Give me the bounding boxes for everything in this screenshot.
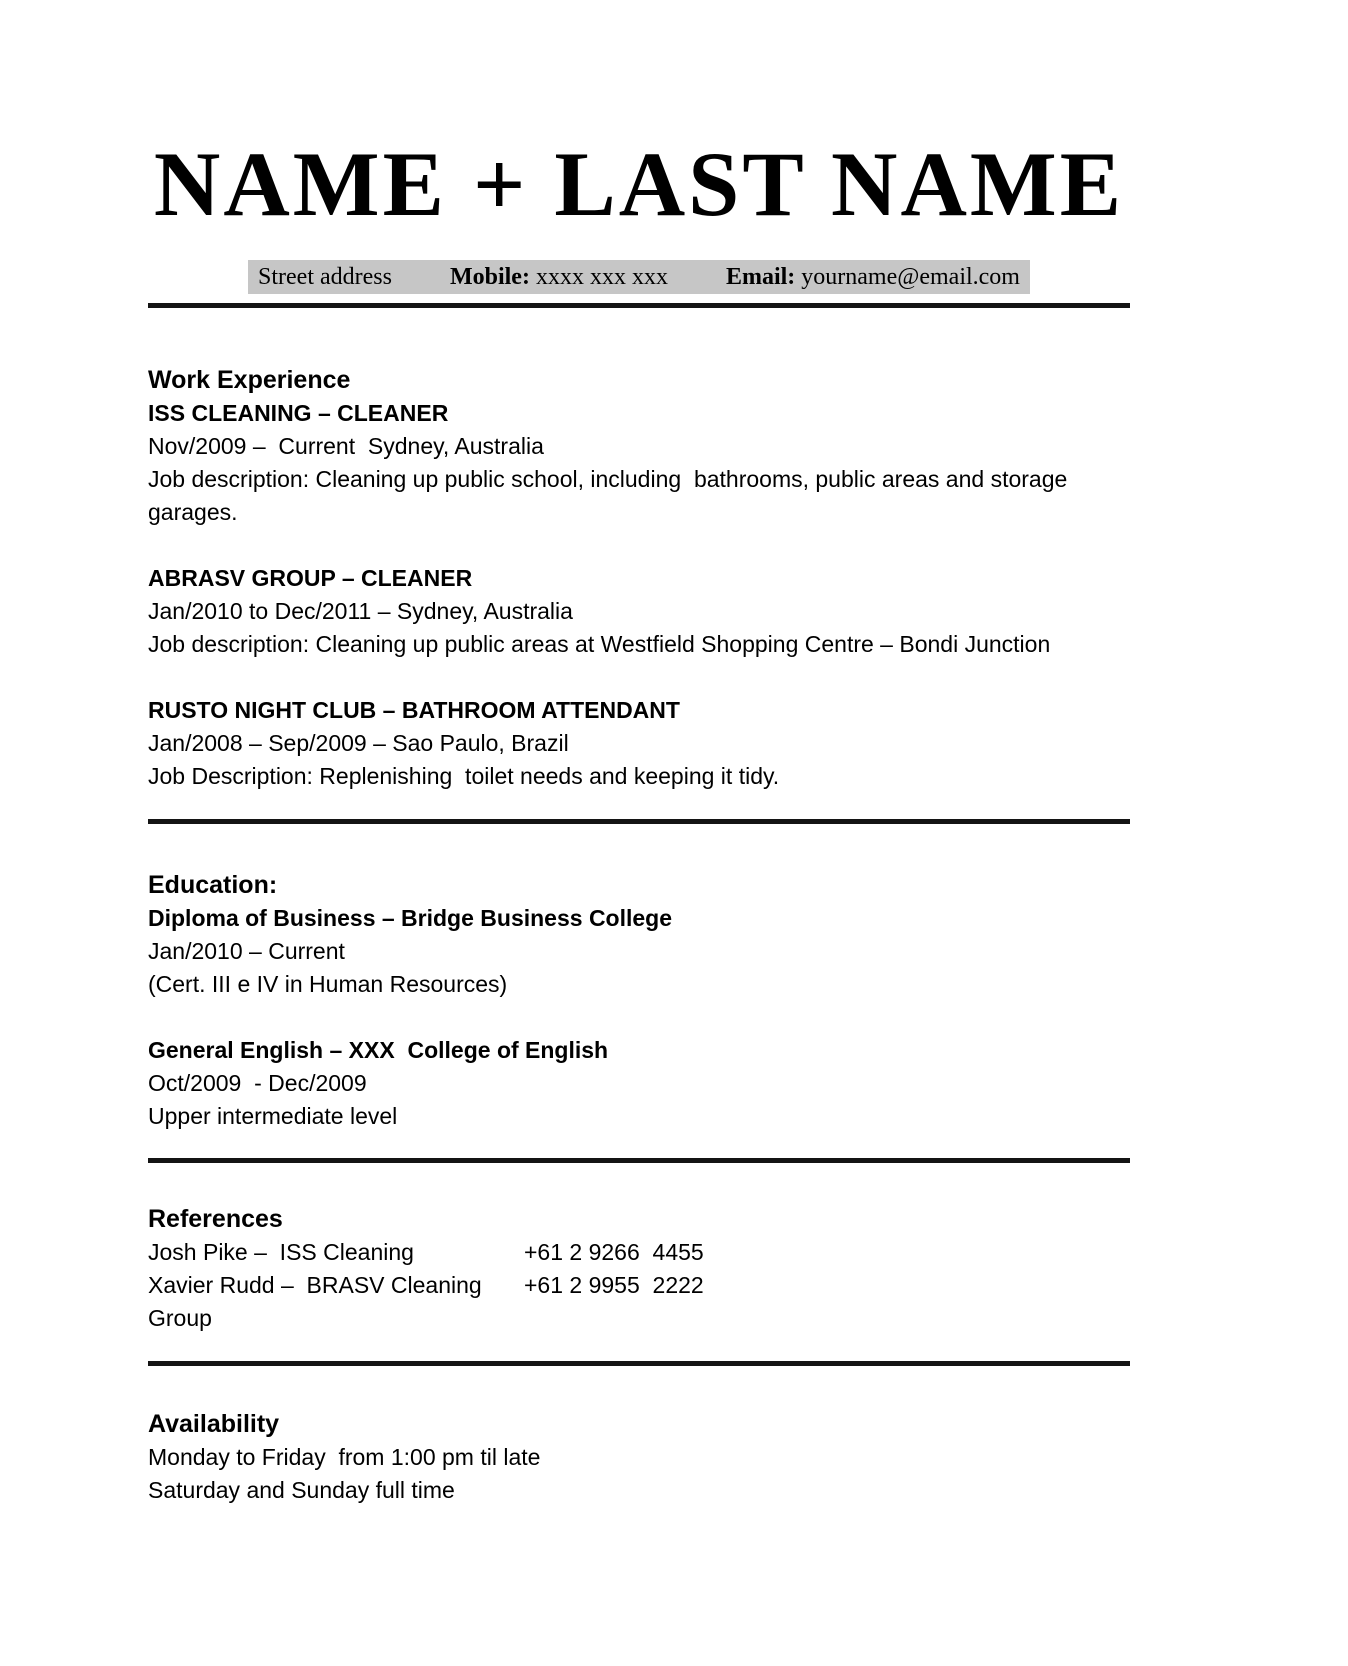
availability-line: Monday to Friday from 1:00 pm til late xyxy=(148,1444,541,1470)
education-entry xyxy=(148,902,1130,1001)
job-description: Job Description: Replenishing toilet needs and keeping it tidy. xyxy=(148,763,780,789)
reference-name: Josh Pike – ISS Cleaning xyxy=(148,1239,414,1265)
contact-row xyxy=(148,260,1130,294)
header-divider xyxy=(148,303,1130,308)
job-title: RUSTO NIGHT CLUB – BATHROOM ATTENDANT xyxy=(148,697,680,723)
job-entry xyxy=(148,562,1130,661)
education-dates: Oct/2009 - Dec/2009 xyxy=(148,1070,367,1096)
reference-phone: +61 2 9955 2222 xyxy=(524,1272,704,1298)
references-heading: References xyxy=(148,1205,283,1233)
education-note: Upper intermediate level xyxy=(148,1103,398,1129)
education-heading: Education: xyxy=(148,871,278,899)
section-divider xyxy=(148,1361,1130,1366)
work-experience-heading: Work Experience xyxy=(148,366,351,394)
section-divider xyxy=(148,1158,1130,1163)
contact-email-label: Email: xyxy=(725,264,796,290)
job-dates: Jan/2010 to Dec/2011 – Sydney, Australia xyxy=(148,598,573,624)
contact-email-value: yourname@email.com xyxy=(795,264,1020,290)
education-dates: Jan/2010 – Current xyxy=(148,938,345,964)
job-dates: Jan/2008 – Sep/2009 – Sao Paulo, Brazil xyxy=(148,730,569,756)
education-entry xyxy=(148,1034,1130,1133)
reference-name: Xavier Rudd – BRASV Cleaning Group xyxy=(148,1272,495,1331)
job-dates: Nov/2009 – Current Sydney, Australia xyxy=(148,433,544,459)
job-description: Job description: Cleaning up public areas at Westfield Shopping Centre – Bondi Junction xyxy=(148,631,1051,657)
availability-section xyxy=(148,1408,1130,1507)
section-divider xyxy=(148,819,1130,824)
education-note: (Cert. III e IV in Human Resources) xyxy=(148,971,508,997)
job-description: Job description: Cleaning up public school, including bathrooms, public areas and storage garages. xyxy=(148,466,1074,525)
education-title: Diploma of Business – Bridge Business College xyxy=(148,905,673,931)
contact-email xyxy=(726,263,1020,291)
references-section xyxy=(148,1203,1130,1335)
resume-name-title: NAME + LAST NAME xyxy=(153,133,1125,235)
availability-heading: Availability xyxy=(148,1410,280,1438)
contact-mobile-value: xxxx xxx xxx xyxy=(529,264,668,290)
job-title: ABRASV GROUP – CLEANER xyxy=(148,565,473,591)
contact-street-address: Street address xyxy=(258,264,392,290)
reference-row xyxy=(148,1269,1130,1335)
job-title: ISS CLEANING – CLEANER xyxy=(148,400,449,426)
job-entry xyxy=(148,397,1130,529)
availability-line: Saturday and Sunday full time xyxy=(148,1477,455,1503)
contact-mobile xyxy=(450,263,668,291)
reference-row xyxy=(148,1236,1130,1269)
education-section xyxy=(148,869,1130,1133)
reference-phone: +61 2 9266 4455 xyxy=(524,1239,704,1265)
contact-mobile-label: Mobile: xyxy=(449,264,530,290)
job-entry xyxy=(148,694,1130,793)
contact-highlight-bar xyxy=(248,260,1030,294)
work-experience-section xyxy=(148,364,1130,793)
education-title: General English – XXX College of English xyxy=(148,1037,609,1063)
